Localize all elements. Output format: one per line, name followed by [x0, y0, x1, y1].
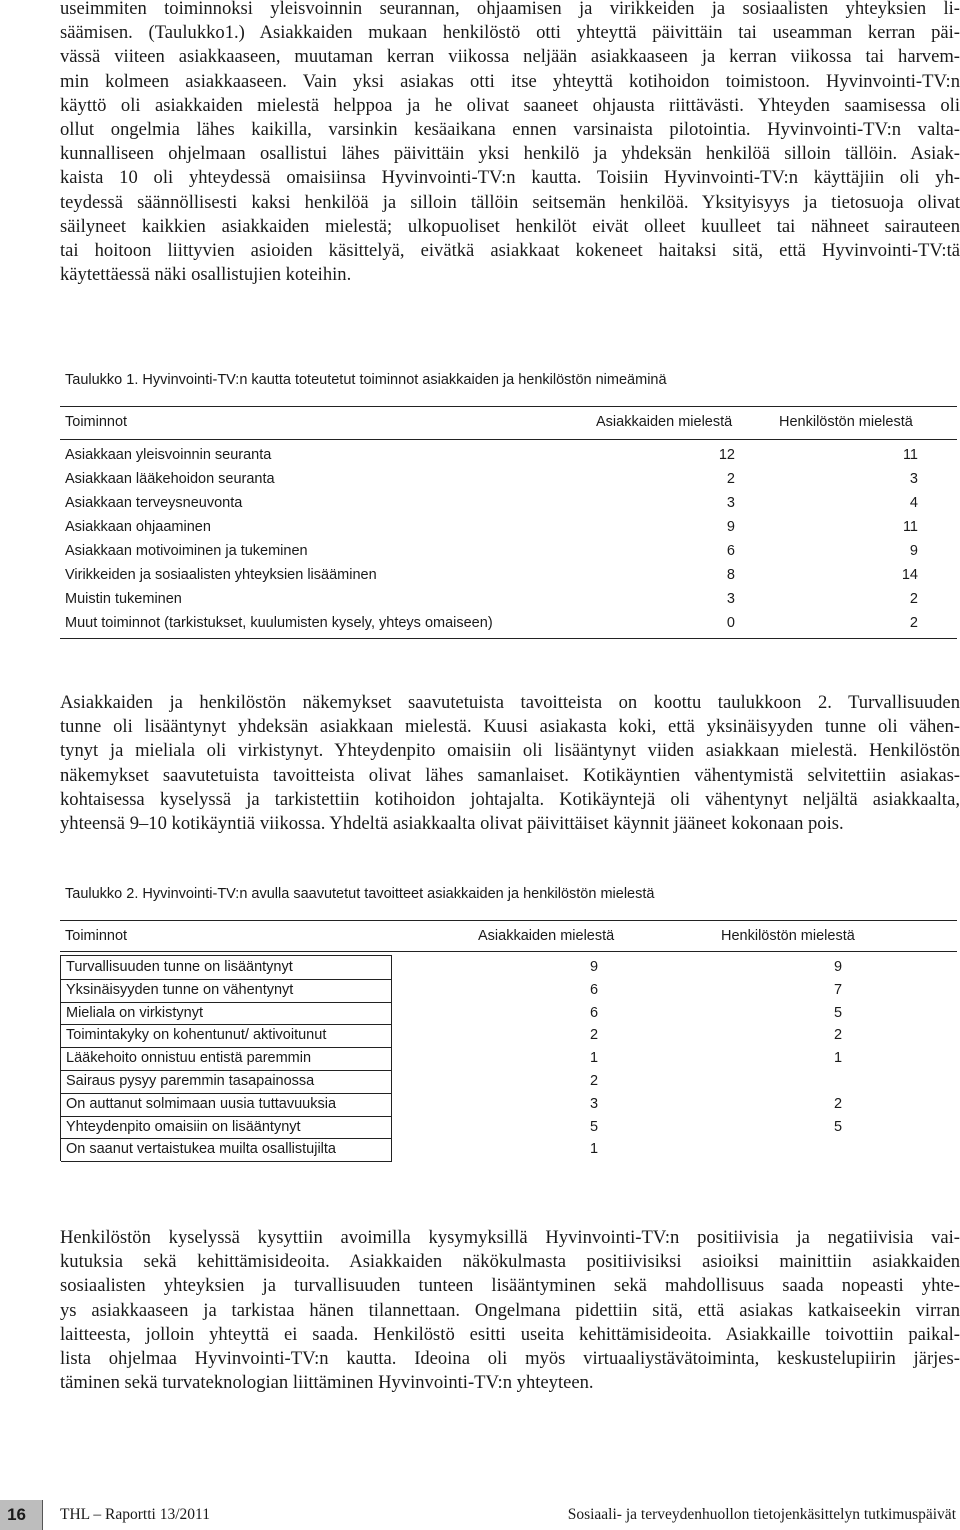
table-cell-clients: 3	[726, 495, 735, 511]
paragraph-line: kohtaisessa kyselyssä ja tarkistettiin kotihoidon johtajalta. Kotikäyntejä oli vähentynyt neljältä asiakkaalta,	[60, 788, 960, 810]
table-cell-activity: Yksinäisyyden tunne on vähentynyt	[66, 981, 294, 998]
table-cell-staff: 7	[834, 981, 843, 998]
table-2	[60, 920, 957, 1161]
table-2-header-staff: Henkilöstön mielestä	[721, 928, 855, 944]
paragraph-line: käytettäessä näki osallistujien koteihin.	[60, 264, 352, 286]
table-1-header-staff: Henkilöstön mielestä	[779, 414, 913, 430]
table-1-caption: Taulukko 1. Hyvinvointi-TV:n kautta toteutetut toiminnot asiakkaiden ja henkilöstön nimeäminä	[65, 372, 667, 388]
paragraph-line: säilyneet kaikkien asiakkaiden mielestä; ulkopuoliset henkilöt eivät olleet kuulleet tai nähneet sairauteen	[60, 215, 960, 237]
table-row	[61, 1024, 958, 1047]
table-cell-activity: Asiakkaan motivoiminen ja tukeminen	[65, 543, 308, 559]
table-cell-clients: 6	[590, 1004, 599, 1021]
table-cell-clients: 6	[726, 543, 735, 559]
table-2-header-activity: Toiminnot	[65, 928, 128, 944]
table-cell-activity: Muut toiminnot (tarkistukset, kuulumisten kysely, yhteys omaiseen)	[65, 615, 493, 631]
table-cell-activity: On saanut vertaistukea muilta osallistujilta	[66, 1141, 336, 1158]
table-row	[61, 979, 958, 1002]
paragraph-line: kutuksia sekä kehittämisideoita. Asiakkaiden näkökulmasta positiivisiksi asioiksi mainittiin asiakkaiden	[60, 1251, 960, 1273]
paragraph-line: ys asiakkaaseen ja tarkistaa hänen tilannettaan. Ongelmana pidettiin sitä, että asiakas katkaiseekin virran	[60, 1299, 960, 1321]
table-cell-clients: 6	[590, 981, 599, 998]
paragraph-line: useimmiten toiminnoksi yleisvoinnin seurannan, ohjaamisen ja virikkeiden ja sosiaalisten yhteyksien li-	[60, 0, 960, 19]
table-cell-activity: Muistin tukeminen	[65, 591, 182, 607]
table-cell-clients: 1	[590, 1141, 599, 1158]
table-2-header-clients: Asiakkaiden mielestä	[478, 928, 615, 944]
table-cell-clients: 2	[590, 1027, 599, 1044]
paragraph-line: min kolmeen asiakkaaseen. Vain yksi asiakas otti itse yhteyttä kotihoidon toimistoon. Hyvinvointi-TV:n	[60, 70, 960, 92]
footer-event-title: Sosiaali- ja terveydenhuollon tietojenkäsittelyn tutkimuspäivät	[567, 1506, 956, 1523]
table-cell-staff: 5	[834, 1118, 843, 1135]
table-cell-activity: Sairaus pysyy paremmin tasapainossa	[66, 1072, 315, 1089]
table-row	[60, 612, 957, 636]
paragraph-line: täminen sekä turvateknologian liittäminen Hyvinvointi-TV:n yhteyteen.	[60, 1372, 594, 1394]
table-2-header	[60, 920, 957, 952]
table-row	[61, 1002, 958, 1025]
table-row	[61, 1138, 958, 1161]
table-cell-clients: 0	[726, 615, 735, 631]
table-cell-clients: 2	[590, 1072, 599, 1089]
table-row	[60, 588, 957, 612]
table-cell-clients: 12	[718, 447, 735, 463]
table-row	[60, 564, 957, 588]
paragraph-line: kunnalliseen ohjelmaan osallistui lähes päivittäin yksi henkilö ja yhdeksän henkilöä silloin tällöin. Asiak-	[60, 143, 960, 165]
table-cell-staff: 4	[909, 495, 918, 511]
table-cell-staff: 11	[902, 447, 918, 463]
table-cell-activity: Mieliala on virkistynyt	[66, 1004, 203, 1021]
table-cell-clients: 3	[590, 1095, 599, 1112]
footer-divider	[42, 1500, 43, 1530]
body-paragraph-3	[60, 1226, 960, 1395]
table-row	[60, 516, 957, 540]
table-cell-activity: Asiakkaan ohjaaminen	[65, 519, 211, 535]
table-1-header-clients: Asiakkaiden mielestä	[596, 414, 733, 430]
body-paragraph-1	[60, 0, 960, 287]
table-cell-clients: 9	[590, 959, 599, 975]
table-row	[61, 1093, 958, 1116]
table-1-header-activity: Toiminnot	[65, 414, 128, 430]
table-cell-staff: 3	[909, 471, 918, 487]
table-2-caption: Taulukko 2. Hyvinvointi-TV:n avulla saavutetut tavoitteet asiakkaiden ja henkilöstön mielestä	[65, 886, 655, 902]
paragraph-line: yhteensä 9–10 kotikäyntiä viikossa. Yhdeltä asiakkaalta olivat päivittäiset käynnit jääneet kokonaan pois.	[60, 813, 844, 835]
paragraph-line: ollut ongelmia lähes kaikilla, varsinkin kesäaikana ennen varsinaista pilotointia. Hyvinvointi-TV:n valta-	[60, 119, 960, 141]
page-footer	[0, 1500, 960, 1530]
page-number-box	[0, 1500, 42, 1530]
table-cell-activity: Virikkeiden ja sosiaalisten yhteyksien lisääminen	[65, 567, 377, 583]
table-row	[61, 1070, 958, 1093]
paragraph-line: Henkilöstön kyselyssä kysyttiin avoimilla kysymyksillä Hyvinvointi-TV:n positiivisia ja negatiivisia vai-	[60, 1227, 960, 1248]
table-cell-staff: 9	[834, 959, 843, 975]
paragraph-line: lista ohjelmaa Hyvinvointi-TV:n kautta. Ideoina oli myös virtuaaliystävätoiminta, keskustelupiirin järjes-	[60, 1348, 960, 1370]
paragraph-line: tai hoitoon liittyvien asioiden käsittelyä, eivätkä asiakkaat kokeneet haitaksi sitä, että Hyvinvointi-TV:tä	[60, 240, 960, 262]
footer-publication: THL – Raportti 13/2011	[60, 1506, 210, 1523]
table-cell-staff: 2	[834, 1095, 843, 1112]
table-cell-staff: 14	[901, 567, 918, 583]
paragraph-line: vässä viiteen asiakkaaseen, muutaman kerran viikossa neljään asiakkaaseen ja kerran viikossa tai harvem-	[60, 46, 960, 68]
table-cell-staff: 2	[909, 615, 918, 631]
table-cell-clients: 5	[590, 1118, 599, 1135]
paragraph-line: kaista 10 oli yhteydessä omaisiinsa Hyvinvointi-TV:n kautta. Toisiin Hyvinvointi-TV:n käyttäjiin oli yh-	[60, 167, 960, 189]
table-row	[61, 956, 958, 979]
table-cell-staff: 5	[834, 1004, 843, 1021]
table-1-header	[60, 406, 957, 440]
paragraph-line: sosiaalisten yhteyksien ja turvallisuuden tunteen lisääntyminen sekä mahdollisuus saada nopeasti yhte-	[60, 1275, 960, 1297]
table-cell-staff: 2	[909, 591, 918, 607]
page-number: 16	[7, 1505, 26, 1524]
table-row	[60, 540, 957, 564]
body-paragraph-2	[60, 691, 960, 836]
table-cell-staff: 11	[902, 519, 918, 535]
table-cell-clients: 1	[590, 1050, 599, 1067]
table-row	[60, 468, 957, 492]
table-cell-staff: 9	[909, 543, 918, 559]
table-cell-clients: 3	[726, 591, 735, 607]
table-cell-clients: 8	[726, 567, 735, 583]
table-row	[61, 1047, 958, 1070]
paragraph-line: laitteesta, jolloin yhteyttä ei saada. Henkilöstö esitti useita kehittämisideoita. Asiakkaille toivottiin paikal-	[60, 1323, 960, 1345]
paragraph-line: tunne oli lisääntynyt yhdeksän asiakkaan mielestä. Kuusi asiakasta koki, että yksinäisyyden tunne oli vähen-	[60, 716, 960, 738]
paragraph-line: tynyt ja mieliala oli virkistynyt. Yhteydenpito omaisiin oli lisääntynyt viiden asiakkaan mielestä. Henkilöstön	[60, 740, 960, 762]
table-cell-clients: 2	[726, 471, 735, 487]
paragraph-line: säämisen. (Taulukko1.) Asiakkaiden mukaan henkilöstö otti yhteyttä päivittäin tai useamman kerran päi-	[60, 22, 960, 44]
table-cell-activity: Asiakkaan yleisvoinnin seuranta	[65, 447, 272, 463]
table-cell-clients: 9	[726, 519, 735, 535]
table-cell-activity: Lääkehoito onnistuu entistä paremmin	[66, 1050, 312, 1067]
paragraph-line: käyttö oli asiakkaiden mielestä helppoa ja he olivat saaneet ohjausta riittävästi. Yhteyden saamisessa oli	[60, 94, 960, 116]
paragraph-line: näkemykset saavutetuista tavoitteista olivat lähes samanlaiset. Kotikäyntien vähentymistä selvitettiin asiakas-	[60, 764, 960, 786]
table-cell-activity: Asiakkaan lääkehoidon seuranta	[65, 471, 275, 487]
paragraph-line: Asiakkaiden ja henkilöstön näkemykset saavutetuista tavoitteista on koottu taulukkoon 2. Turvallisuuden	[60, 692, 960, 713]
table-cell-activity: Yhteydenpito omaisiin on lisääntynyt	[66, 1118, 301, 1135]
table-cell-activity: Asiakkaan terveysneuvonta	[65, 495, 243, 511]
table-row	[61, 1116, 958, 1139]
table-1	[60, 406, 957, 639]
table-cell-activity: On auttanut solmimaan uusia tuttavuuksia	[66, 1095, 337, 1112]
paragraph-line: teydessä säännöllisesti kaksi henkilöä ja silloin tällöin seitsemän henkilöä. Yksityisyys ja tietosuoja olivat	[60, 191, 960, 213]
table-cell-activity: Turvallisuuden tunne on lisääntynyt	[66, 959, 293, 975]
table-cell-staff: 2	[834, 1027, 843, 1044]
table-row	[60, 444, 957, 468]
table-cell-activity: Toimintakyky on kohentunut/ aktivoitunut	[66, 1027, 327, 1044]
table-cell-staff: 1	[834, 1050, 843, 1067]
table-row	[60, 492, 957, 516]
